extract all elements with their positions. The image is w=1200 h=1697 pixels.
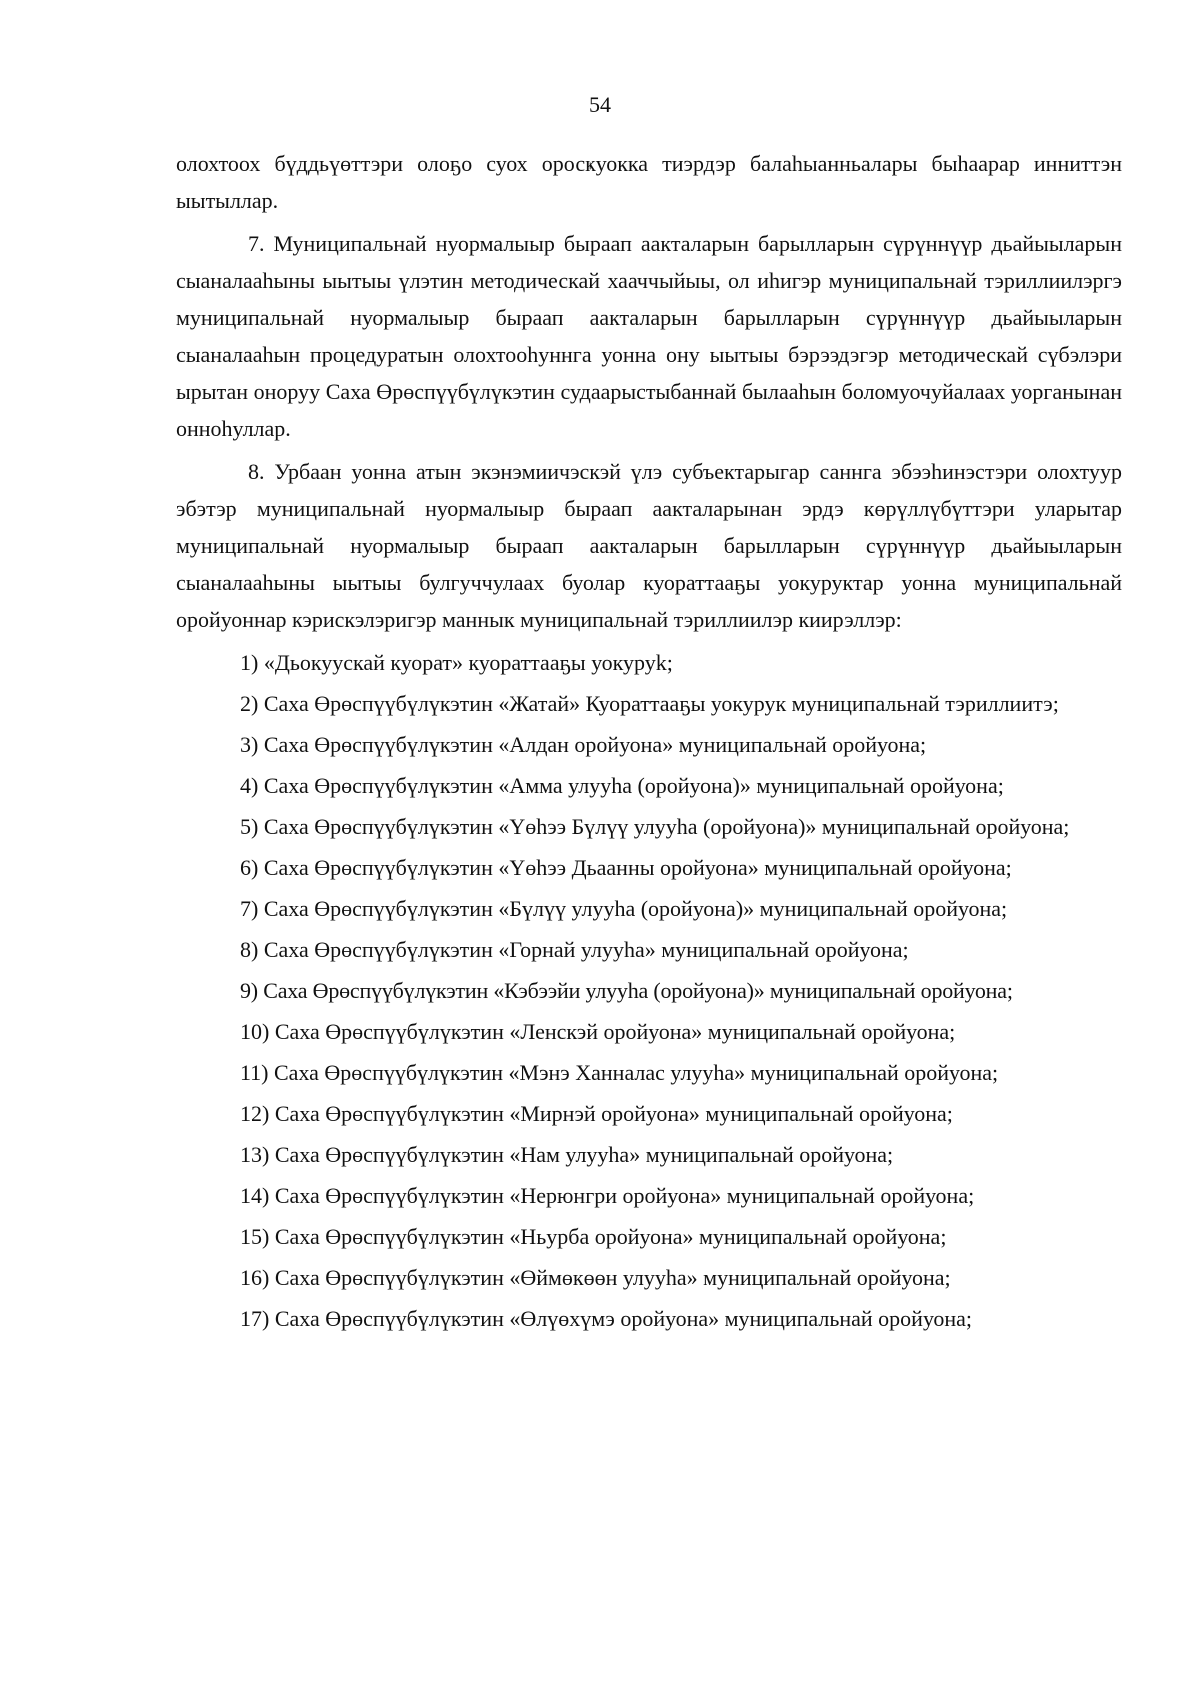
list-item: 10) Саха Өрөспүүбүлүкэтин «Ленскэй оройуона» муниципальнай оройуона;	[240, 1019, 956, 1044]
list-item: 3) Саха Өрөспүүбүлүкэтин «Алдан оройуона» муниципальнай оройуона;	[240, 732, 927, 757]
list-item: 8) Саха Өрөспүүбүлүкэтин «Горнай улууһа» муниципальнай оройуона;	[240, 937, 909, 962]
list-item: 9) Саха Өрөспүүбүлүкэтин «Кэбээйи улууһа (оройуона)» муниципальнай оройуона;	[240, 978, 1013, 1003]
list-item: 4) Саха Өрөспүүбүлүкэтин «Амма улууһа (оройуона)» муниципальнай оройуона;	[240, 773, 1004, 798]
list-item: 1) «Дьокуускай куорат» куораттааҕы уокуруk;	[240, 650, 673, 675]
list-item: 5) Саха Өрөспүүбүлүкэтин «Үөһээ Бүлүү улууһа (оройуона)» муниципальнай оройуона;	[240, 814, 1070, 839]
list-item: 17) Саха Өрөспүүбүлүкэтин «Өлүөхүмэ оройуона» муниципальнай оройуона;	[240, 1306, 973, 1331]
document-body	[176, 145, 1122, 1341]
list-item: 14) Саха Өрөспүүбүлүкэтин «Нерюнгри оройуона» муниципальнай оройуона;	[240, 1183, 975, 1208]
list-item: 12) Саха Өрөспүүбүлүкэтин «Мирнэй оройуона» муниципальнай оройуона;	[240, 1101, 953, 1126]
list-item: 7) Саха Өрөспүүбүлүкэтин «Бүлүү улууһа (оройуона)» муниципальнай оройуона;	[240, 896, 1008, 921]
list-item: 13) Саха Өрөспүүбүлүкэтин «Нам улууһа» муниципальнай оройуона;	[240, 1142, 894, 1167]
list-item: 2) Саха Өрөспүүбүлүкэтин «Жатай» Куораттааҕы уокурук муниципальнай тэриллиитэ;	[240, 691, 1059, 716]
list-item: 15) Саха Өрөспүүбүлүкэтин «Ньурба оройуона» муниципальнай оройуона;	[240, 1224, 947, 1249]
paragraph-continuation: олохтоох бүддьүөттэри олоҕо суох оросҝуокка тиэрдэр балаһыанньалары быһаарар инниттэн ыытыллар.	[176, 151, 1122, 213]
list-item: 11) Саха Өрөспүүбүлүкэтин «Мэнэ Ханналас улууһа» муниципальнай оройуона;	[240, 1060, 999, 1085]
list-item: 16) Саха Өрөспүүбүлүкэтин «Өймөкөөн улууһа» муниципальнай оройуона;	[240, 1265, 951, 1290]
paragraph-7: 7. Муниципальнай нуормалыыр быраап аакталарын барылларын сүрүннүүр дьайыыларын сыаналааһыны ыытыы үлэтин методическай хааччыйыы, ол иһигэр муниципальнай тэриллиилэргэ муниципальнай нуормалыыр быраап аакталарын барылларын сүрүннүүр дьайыыларын сыаналааһын процедуратын олохтооһуннга уонна ону ыытыы бэрээдэгэр методическай сүбэлэри ырытан оноруу Саха Өрөспүүбүлүкэтин судаарыстыбаннай былааһын боломуочуйалаах уорганынан онноһуллар.	[176, 231, 1122, 441]
list-item: 6) Саха Өрөспүүбүлүкэтин «Үөһээ Дьаанны оройуона» муниципальнай оройуона;	[240, 855, 1012, 880]
municipal-list	[176, 644, 1122, 1337]
paragraph-8: 8. Урбаан уонна атын экэнэмиичэскэй үлэ субъектарыгар саннга эбээһинэстэри олохтуур эбэтэр муниципальнай нуормалыыр быраап аакталарынан эрдэ көрүллүбүттэри уларытар муниципальнай нуормалыыр быраап аакталарын барылларын сүрүннүүр дьайыыларын сыаналааһыны ыытыы булгуччулаах буолар куораттааҕы уокуруктар уонна муниципальнай оройуоннар кэрискэлэригэр маннык муниципальнай тэриллиилэр киирэллэр:	[176, 459, 1122, 632]
page-number: 54	[589, 92, 611, 117]
